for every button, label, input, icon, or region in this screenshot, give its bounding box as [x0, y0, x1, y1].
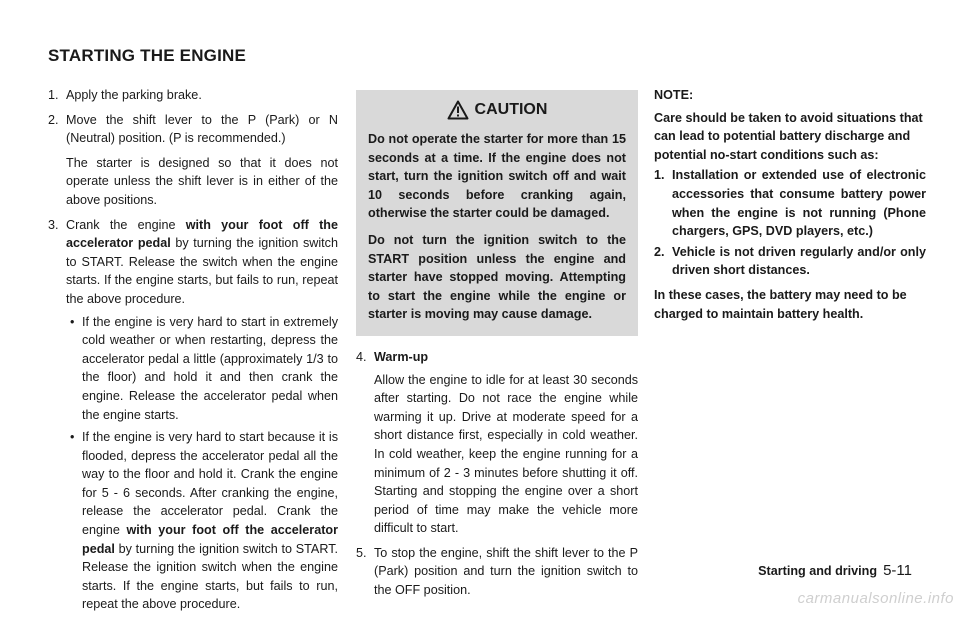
bullet-icon: •: [70, 430, 75, 445]
note-item: [654, 243, 926, 280]
step-text: Apply the parking brake.: [66, 88, 202, 102]
note-item: [654, 166, 926, 240]
bullet-item: [66, 313, 338, 425]
note-heading: NOTE:: [654, 88, 694, 102]
note-item-number: 1.: [654, 168, 665, 183]
step-heading: Warm-up: [374, 349, 429, 364]
step-text: Move the shift lever to the P (Park) or N (Neutral) position. (P is recommended.): [66, 112, 338, 146]
page-title: STARTING THE ENGINE: [48, 46, 247, 65]
page-number: 5-11: [883, 562, 912, 579]
emphasis-text: with your foot off the accelerator pedal: [82, 523, 338, 556]
bullet-text: If the engine is very hard to start because it is flooded, depress the accelerator pedal all the way to the floor and hold it. Crank the engine for 5 - 6 seconds. After cranking the engine, release the accelerator pedal. Crank the engine with your foot off the accelerator pedal by turning the ignition switch to START. Release the ignition switch when the engine starts. If the engine starts, but fails to run, repeat the above procedure.: [82, 430, 338, 612]
caution-header: [368, 100, 626, 120]
note-item-text: Installation or extended use of electronic accessories that consume battery power when the engine is not running (Phone chargers, GPS, DVD players, etc.): [672, 168, 926, 239]
step-2: [48, 111, 338, 210]
step-number: 2.: [48, 112, 59, 127]
note-item-number: 2.: [654, 244, 665, 259]
warning-triangle-icon: [447, 100, 469, 120]
bullet-icon: •: [70, 314, 75, 329]
step-text: To stop the engine, shift the shift lever to the P (Park) position and turn the ignition switch to the OFF position.: [374, 545, 638, 598]
steps-column-2: [356, 90, 638, 606]
step-1: [48, 86, 338, 105]
caution-paragraph: Do not turn the ignition switch to the START position unless the engine and starter have stopped moving. Attempting to start the engine while the engine or starter is moving may cause damage.: [368, 232, 626, 322]
step-note: The starter is designed so that it does not operate unless the shift lever is in either of the above positions.: [66, 155, 338, 207]
note-item-text: Vehicle is not driven regularly and/or only driven short distances.: [672, 244, 926, 278]
caution-box: [356, 90, 638, 336]
step-text: Crank the engine with your foot off the accelerator pedal by turning the ignition switch to START. Release the switch when the engine starts. If the engine starts, but fails to run, repeat the above procedure.: [66, 217, 338, 306]
bullet-item: [66, 428, 338, 614]
bullet-text: If the engine is very hard to start in extremely cold weather or when restarting, depress the accelerator pedal a little (approximately 1/3 to the floor) and hold it and then crank the engine. Release the accelerator pedal when the engine starts.: [82, 314, 338, 422]
watermark: carmanualsonline.info: [797, 590, 954, 607]
page-footer: [758, 562, 912, 579]
step-number: 1.: [48, 88, 59, 102]
note-intro: Care should be taken to avoid situations that can lead to potential battery discharge and potential no-start conditions such as:: [654, 110, 923, 162]
step-4: [356, 348, 638, 538]
step-text: Allow the engine to idle for at least 30 seconds after starting. Do not race the engine while warming it up. Drive at moderate speed for a short distance first, especially in cold weather. In cold weather, keep the engine running for a minimum of 2 - 3 minutes before shutting it off. Starting and stopping the engine over a short period of time may make the vehicle more difficult to start.: [374, 372, 638, 536]
caution-label: CAUTION: [474, 100, 548, 118]
note-column: [654, 86, 926, 323]
step-number: 5.: [356, 545, 367, 560]
section-name: Starting and driving: [758, 564, 878, 578]
emphasis-text: with your foot off the accelerator pedal: [66, 217, 338, 251]
step-number: 3.: [48, 217, 59, 232]
step-5: [356, 544, 638, 600]
note-closing: In these cases, the battery may need to be charged to maintain battery health.: [654, 287, 907, 321]
caution-paragraph: Do not operate the starter for more than 15 seconds at a time. If the engine does not start, turn the ignition switch off and wait 10 seconds before cranking again, otherwise the starter could be damaged.: [368, 132, 626, 221]
step-number: 4.: [356, 349, 367, 364]
step-3: [48, 216, 338, 614]
steps-column-1: [48, 86, 338, 620]
